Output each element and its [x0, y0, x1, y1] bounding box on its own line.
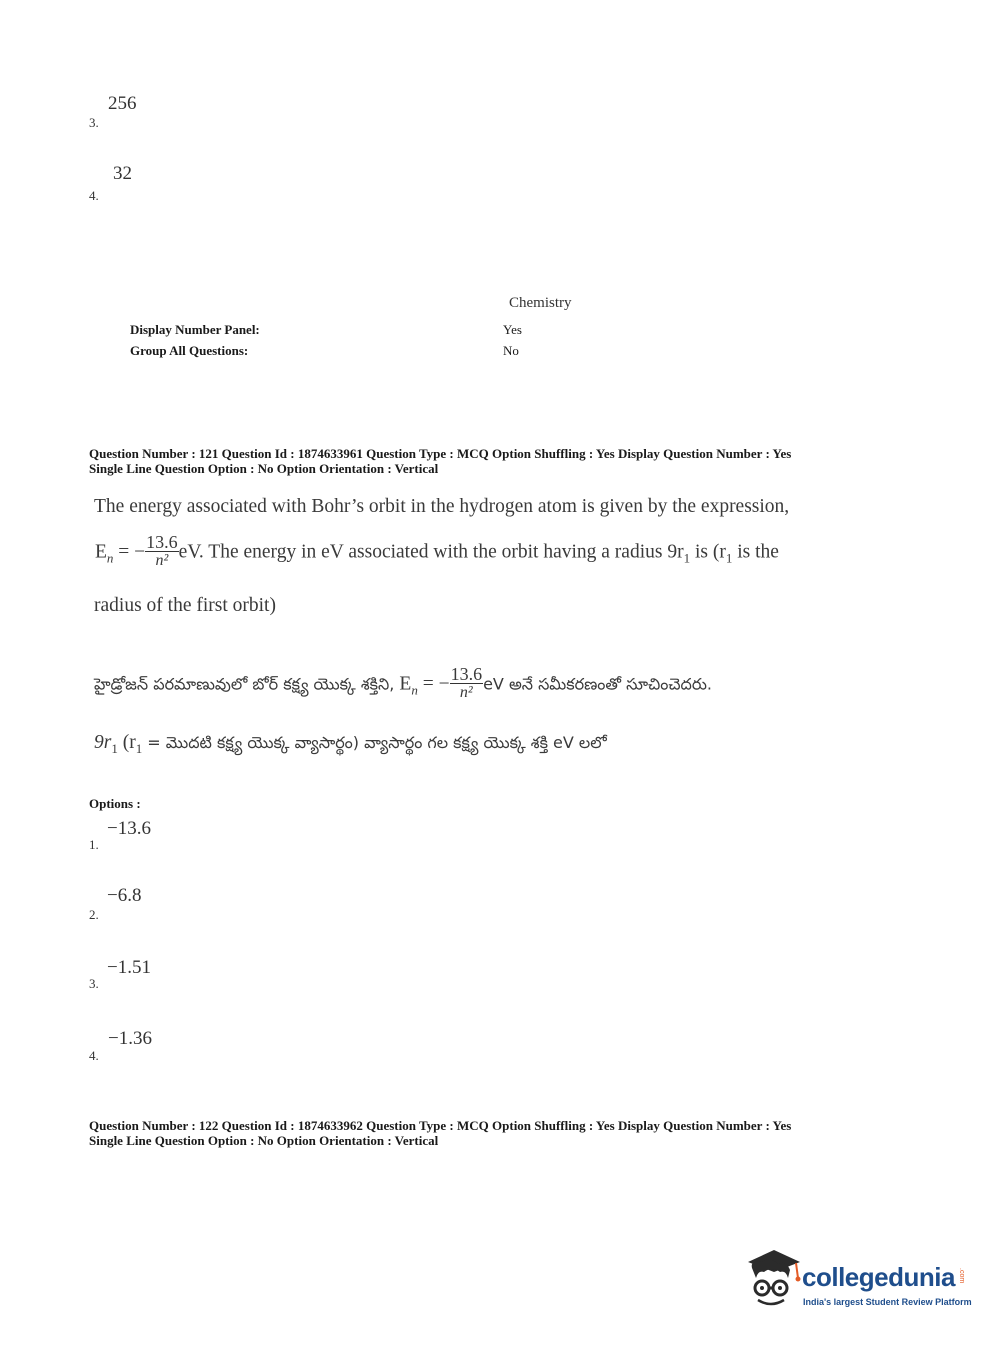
english-line2-text: . The energy in eV associated with the orbit having a radius 9r	[198, 541, 684, 563]
q121-telugu-line2	[94, 732, 607, 757]
energy-symbol: E	[95, 541, 107, 563]
collegedunia-logo	[740, 1248, 970, 1316]
group-all-questions-label: Group All Questions:	[130, 343, 249, 358]
q122-meta-line2: Single Line Question Option : No Option Orientation : Vertical	[89, 1133, 439, 1148]
q121-telugu-line1	[94, 664, 712, 703]
group-all-questions-value: No	[503, 343, 519, 358]
option-4-number: 4.	[89, 1048, 99, 1063]
telugu-energy-fraction	[450, 665, 484, 701]
q122-meta-line1: Question Number : 122 Question Id : 1874633962 Question Type : MCQ Option Shuffling : Yes Display Question Number : Yes	[89, 1118, 792, 1133]
q121-meta-line1: Question Number : 121 Question Id : 1874633961 Question Type : MCQ Option Shuffling : Yes Display Question Number : Yes	[89, 446, 792, 461]
telugu-r1-open: (r	[117, 732, 136, 753]
radius-subscript-2: 1	[725, 550, 733, 566]
options-label: Options :	[89, 796, 141, 811]
option-4-value: −1.36	[108, 1028, 152, 1049]
q121-english-line1: The energy associated with Bohr’s orbit in the hydrogen atom is given by the expression,	[94, 496, 790, 517]
prev-option-3-value: 256	[108, 93, 137, 114]
telugu-radius-subscript: 1	[111, 740, 118, 756]
option-1-value: −13.6	[107, 818, 151, 839]
radius-subscript-1: 1	[683, 550, 691, 566]
logo-tagline: India's largest Student Review Platform	[803, 1297, 972, 1307]
telugu-fraction-numerator: 13.6	[450, 664, 483, 684]
telugu-energy-symbol: E	[399, 673, 412, 695]
energy-subscript: n	[106, 550, 114, 566]
energy-fraction	[145, 533, 179, 569]
telugu-line2-text: = మొదటి కక్ష్య యొక్క వ్యాసార్థం) వ్యాసార్థం గల కక్ష్య యొక్క శక్తి eV లలో	[142, 733, 607, 752]
option-1-number: 1.	[89, 837, 99, 852]
equals-minus: = −	[113, 541, 146, 563]
logo-suffix: .com	[958, 1268, 965, 1284]
logo-wordmark: collegedunia	[802, 1262, 955, 1292]
telugu-r1-subscript: 1	[135, 740, 143, 756]
telugu-fraction-denominator: n²	[459, 684, 473, 701]
option-3-number: 3.	[89, 976, 99, 991]
telugu-radius: 9r	[94, 732, 112, 753]
telugu-energy-subscript: n	[411, 682, 418, 698]
english-line2-is: is (r	[690, 541, 726, 563]
display-number-panel-value: Yes	[503, 322, 522, 337]
option-3-value: −1.51	[107, 957, 151, 978]
telugu-line1-part-a: హైడ్రోజన్ పరమాణువులో బోర్ కక్ష్య యొక్క శక్తిని,	[94, 674, 400, 694]
mascot-icon	[740, 1248, 804, 1312]
section-title: Chemistry	[509, 295, 572, 311]
prev-option-4-number: 4.	[89, 188, 99, 203]
display-number-panel-label: Display Number Panel:	[130, 322, 260, 337]
option-2-value: −6.8	[107, 885, 142, 906]
option-2-number: 2.	[89, 907, 99, 922]
fraction-denominator: n²	[155, 552, 169, 569]
telugu-equals-minus: = −	[417, 673, 450, 695]
fraction-numerator: 13.6	[146, 532, 178, 552]
telugu-line1-part-b: eV అనే సమీకరణంతో సూచించెదరు.	[483, 674, 712, 694]
q121-meta-line2: Single Line Question Option : No Option Orientation : Vertical	[89, 461, 439, 476]
prev-option-4-value: 32	[113, 163, 132, 184]
q121-english-line3: radius of the first orbit)	[94, 595, 276, 616]
q121-english-line2	[95, 532, 779, 571]
english-line2-end: is the	[732, 541, 779, 563]
prev-option-3-number: 3.	[89, 115, 99, 130]
energy-unit: eV	[178, 541, 199, 563]
